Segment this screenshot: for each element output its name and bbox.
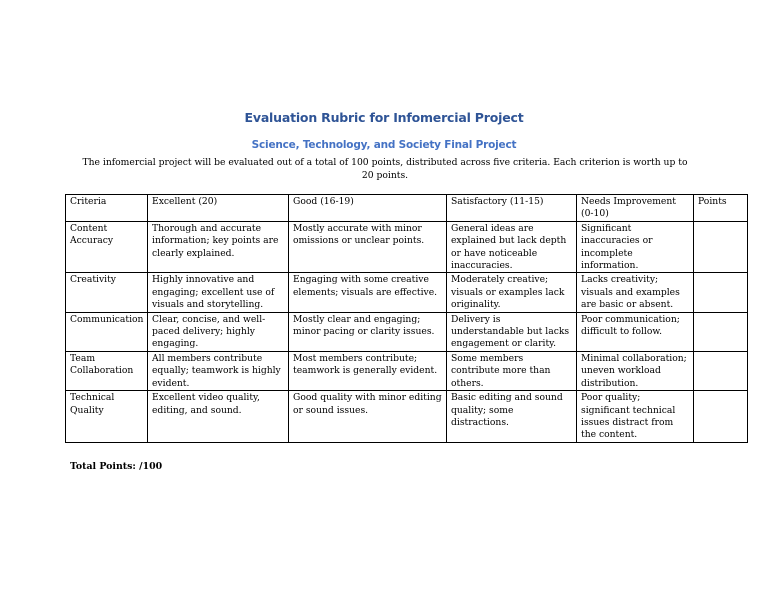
satisfactory-cell: Some members contribute more than others. (447, 351, 577, 390)
needs-improvement-cell: Lacks creativity; visuals and examples are basic or absent. (577, 273, 694, 312)
points-cell[interactable] (694, 351, 748, 390)
satisfactory-cell: Delivery is understandable but lacks engagement or clarity. (447, 312, 577, 351)
total-points: Total Points: /100 (70, 461, 163, 472)
table-header-row (66, 195, 748, 222)
header-points: Points (694, 195, 748, 222)
excellent-cell: All members contribute equally; teamwork is highly evident. (148, 351, 289, 390)
criteria-cell: Creativity (66, 273, 148, 312)
intro-paragraph: The infomercial project will be evaluated out of a total of 100 points, distributed across five criteria. Each criterion is worth up to 20 points. (82, 157, 688, 181)
rubric-table (65, 194, 748, 443)
satisfactory-cell: Basic editing and sound quality; some distractions. (447, 391, 577, 443)
criteria-cell: Technical Quality (66, 391, 148, 443)
good-cell: Mostly accurate with minor omissions or unclear points. (289, 221, 447, 273)
header-good: Good (16-19) (289, 195, 447, 222)
criteria-cell: Content Accuracy (66, 221, 148, 273)
criteria-cell: Communication (66, 312, 148, 351)
good-cell: Good quality with minor editing or sound issues. (289, 391, 447, 443)
needs-improvement-cell: Minimal collaboration; uneven workload distribution. (577, 351, 694, 390)
excellent-cell: Excellent video quality, editing, and sound. (148, 391, 289, 443)
excellent-cell: Clear, concise, and well-paced delivery; highly engaging. (148, 312, 289, 351)
good-cell: Most members contribute; teamwork is generally evident. (289, 351, 447, 390)
excellent-cell: Highly innovative and engaging; excellent use of visuals and storytelling. (148, 273, 289, 312)
points-cell[interactable] (694, 273, 748, 312)
satisfactory-cell: Moderately creative; visuals or examples lack originality. (447, 273, 577, 312)
table-row (66, 351, 748, 390)
needs-improvement-cell: Poor communication; difficult to follow. (577, 312, 694, 351)
table-row (66, 391, 748, 443)
document-title: Evaluation Rubric for Infomercial Project (244, 110, 524, 125)
header-excellent: Excellent (20) (148, 195, 289, 222)
needs-improvement-cell: Significant inaccuracies or incomplete information. (577, 221, 694, 273)
good-cell: Mostly clear and engaging; minor pacing or clarity issues. (289, 312, 447, 351)
criteria-cell: Team Collaboration (66, 351, 148, 390)
header-needs-improvement: Needs Improvement (0-10) (577, 195, 694, 222)
table-row (66, 312, 748, 351)
points-cell[interactable] (694, 391, 748, 443)
points-cell[interactable] (694, 312, 748, 351)
table-row (66, 273, 748, 312)
satisfactory-cell: General ideas are explained but lack depth or have noticeable inaccuracies. (447, 221, 577, 273)
excellent-cell: Thorough and accurate information; key points are clearly explained. (148, 221, 289, 273)
document-subtitle: Science, Technology, and Society Final Project (251, 139, 517, 151)
needs-improvement-cell: Poor quality; significant technical issues distract from the content. (577, 391, 694, 443)
points-cell[interactable] (694, 221, 748, 273)
table-row (66, 221, 748, 273)
header-criteria: Criteria (66, 195, 148, 222)
header-satisfactory: Satisfactory (11-15) (447, 195, 577, 222)
good-cell: Engaging with some creative elements; visuals are effective. (289, 273, 447, 312)
